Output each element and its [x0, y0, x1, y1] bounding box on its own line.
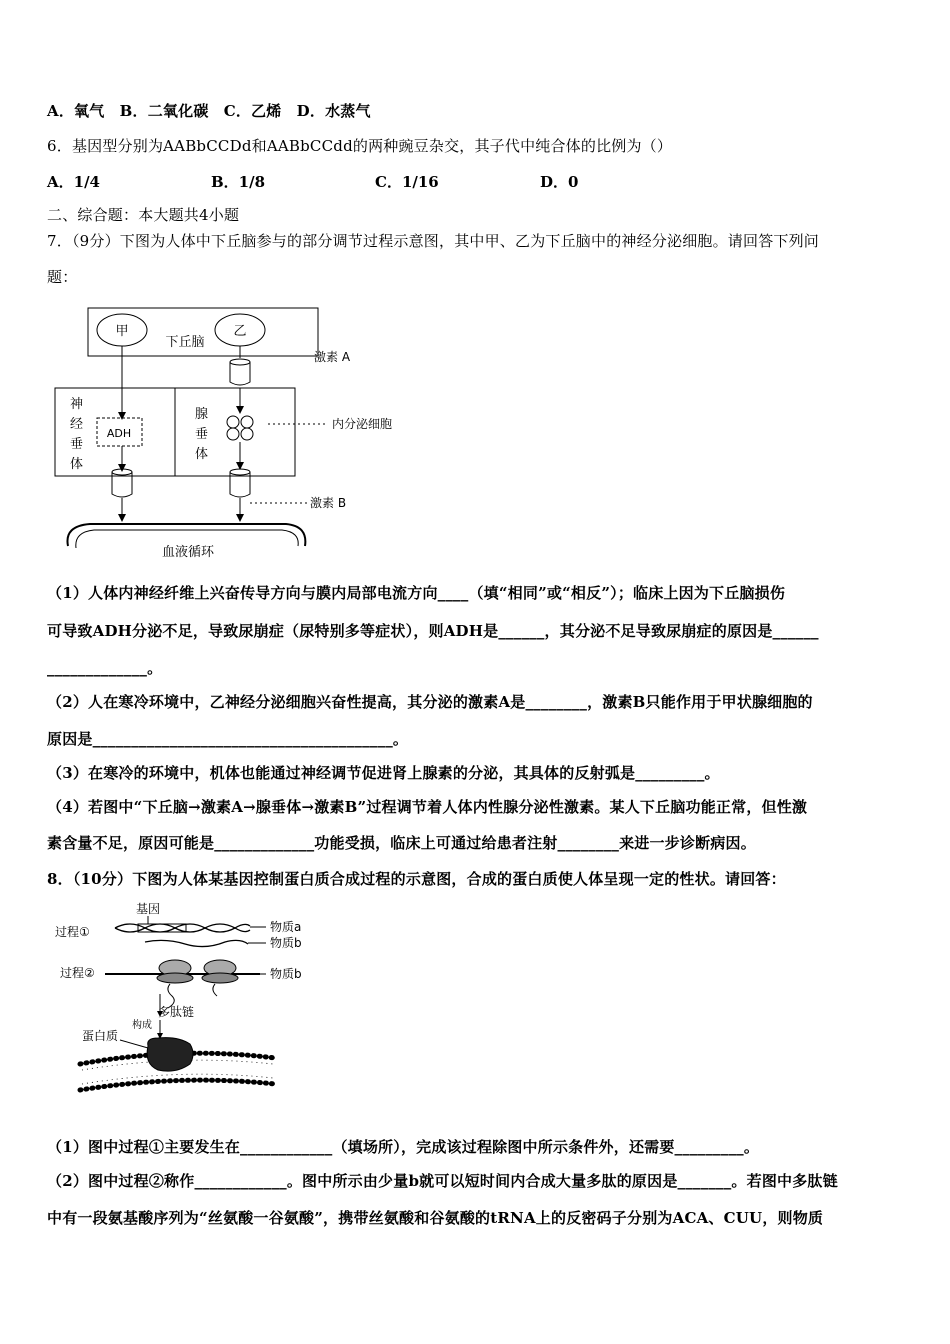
adenohypophysis-2: 垂	[195, 427, 209, 442]
endocrine-cell-label: 内分泌细胞	[332, 417, 393, 431]
q7-stem-line1: 7．（9分）下图为人体中下丘脑参与的部分调节过程示意图，其中甲、乙为下丘脑中的神经分泌细胞。请回答下列问	[47, 232, 819, 250]
hypothalamus-diagram	[50, 300, 420, 568]
q7-part1-line3: _____________。	[47, 659, 163, 677]
constitute-label: 构成	[132, 1020, 152, 1031]
q8-part2-line2: 中有一段氨基酸序列为“丝氨酸一谷氨酸”，携带丝氨酸和谷氨酸的tRNA上的反密码子分别为ACA、CUU，则物质	[47, 1209, 824, 1227]
polypeptide-label: 多肽链	[158, 1005, 195, 1019]
q8-part1: （1）图中过程①主要发生在____________（填场所），完成该过程除图中所示条件外，还需要_________。	[47, 1138, 760, 1156]
q7-part1-line1: （1）人体内神经纤维上兴奋传导方向与膜内局部电流方向____（填“相同”或“相反”）；临床上因为下丘脑损伤	[47, 584, 786, 602]
adh-label: ADH	[106, 427, 132, 440]
protein-shape	[147, 1038, 193, 1072]
neurohypophysis-3: 垂	[70, 437, 84, 452]
q8-part2-line1: （2）图中过程②称作____________。图中所示由少量b就可以短时间内合成大量多肽的原因是_______。若图中多肽链	[47, 1172, 838, 1190]
neurohypophysis-1: 神	[70, 397, 84, 412]
q6-option-d: D．0	[540, 173, 579, 191]
q7-part4-line1: （4）若图中“下丘脑→激素A→腺垂体→激素B”过程调节着人体内性腺分泌性激素。某人下丘脑功能正常，但性激	[47, 798, 808, 816]
hypothalamus-label: 下丘脑	[165, 335, 205, 350]
gene-expression-diagram	[50, 898, 320, 1108]
adenohypophysis-3: 体	[195, 447, 209, 462]
q7-part1-line2: 可导致ADH分泌不足，导致尿崩症（尿特别多等症状），则ADH是______，其分泌不足导致尿崩症的原因是______	[47, 622, 819, 640]
q6-option-b: B．1/8	[211, 173, 266, 191]
q7-part2-line2: 原因是_______________________________________。	[47, 730, 409, 748]
process1-label: 过程①	[55, 925, 90, 939]
q7-stem-line2: 题：	[47, 268, 78, 286]
substance-a-label: 物质a	[270, 920, 302, 934]
hormone-a-label: 激素 A	[314, 350, 351, 364]
substance-b1-label: 物质b	[270, 936, 302, 950]
q7-part2-line1: （2）人在寒冷环境中，乙神经分泌细胞兴奋性提高，其分泌的激素A是________，激素B只能作用于甲状腺细胞的	[47, 693, 813, 711]
q6-stem: 6．基因型分别为AABbCCDd和AABbCCdd的两种豌豆杂交，其子代中纯合体的比例为（）	[47, 137, 673, 155]
q8-stem: 8．（10分）下图为人体某基因控制蛋白质合成过程的示意图，合成的蛋白质使人体呈现一定的性状。请回答：	[47, 870, 786, 888]
q7-part3: （3）在寒冷的环境中，机体也能通过神经调节促进肾上腺素的分泌，其具体的反射弧是_________。	[47, 764, 720, 782]
neurohypophysis-2: 经	[70, 417, 84, 432]
cell-yi-label: 乙	[233, 324, 247, 339]
neurohypophysis-4: 体	[70, 457, 84, 472]
gene-label: 基因	[135, 902, 161, 916]
adenohypophysis-1: 腺	[195, 407, 209, 422]
q6-option-c: C．1/16	[375, 173, 439, 191]
blood-circulation-label: 血液循环	[161, 545, 215, 560]
hormone-b-label: 激素 B	[310, 496, 347, 510]
q5-options: A．氧气 B．二氧化碳 C．乙烯 D．水蒸气	[47, 102, 371, 120]
substance-b2-label: 物质b	[270, 967, 302, 981]
q7-part4-line2: 素含量不足，原因可能是_____________功能受损，临床上可通过给患者注射________来进一步诊断病因。	[47, 834, 756, 852]
q6-option-a: A．1/4	[47, 173, 100, 191]
section-heading: 二、综合题：本大题共4小题	[47, 206, 240, 224]
protein-label: 蛋白质	[82, 1029, 119, 1043]
process2-label: 过程②	[60, 966, 95, 980]
cell-jia-label: 甲	[115, 324, 129, 339]
